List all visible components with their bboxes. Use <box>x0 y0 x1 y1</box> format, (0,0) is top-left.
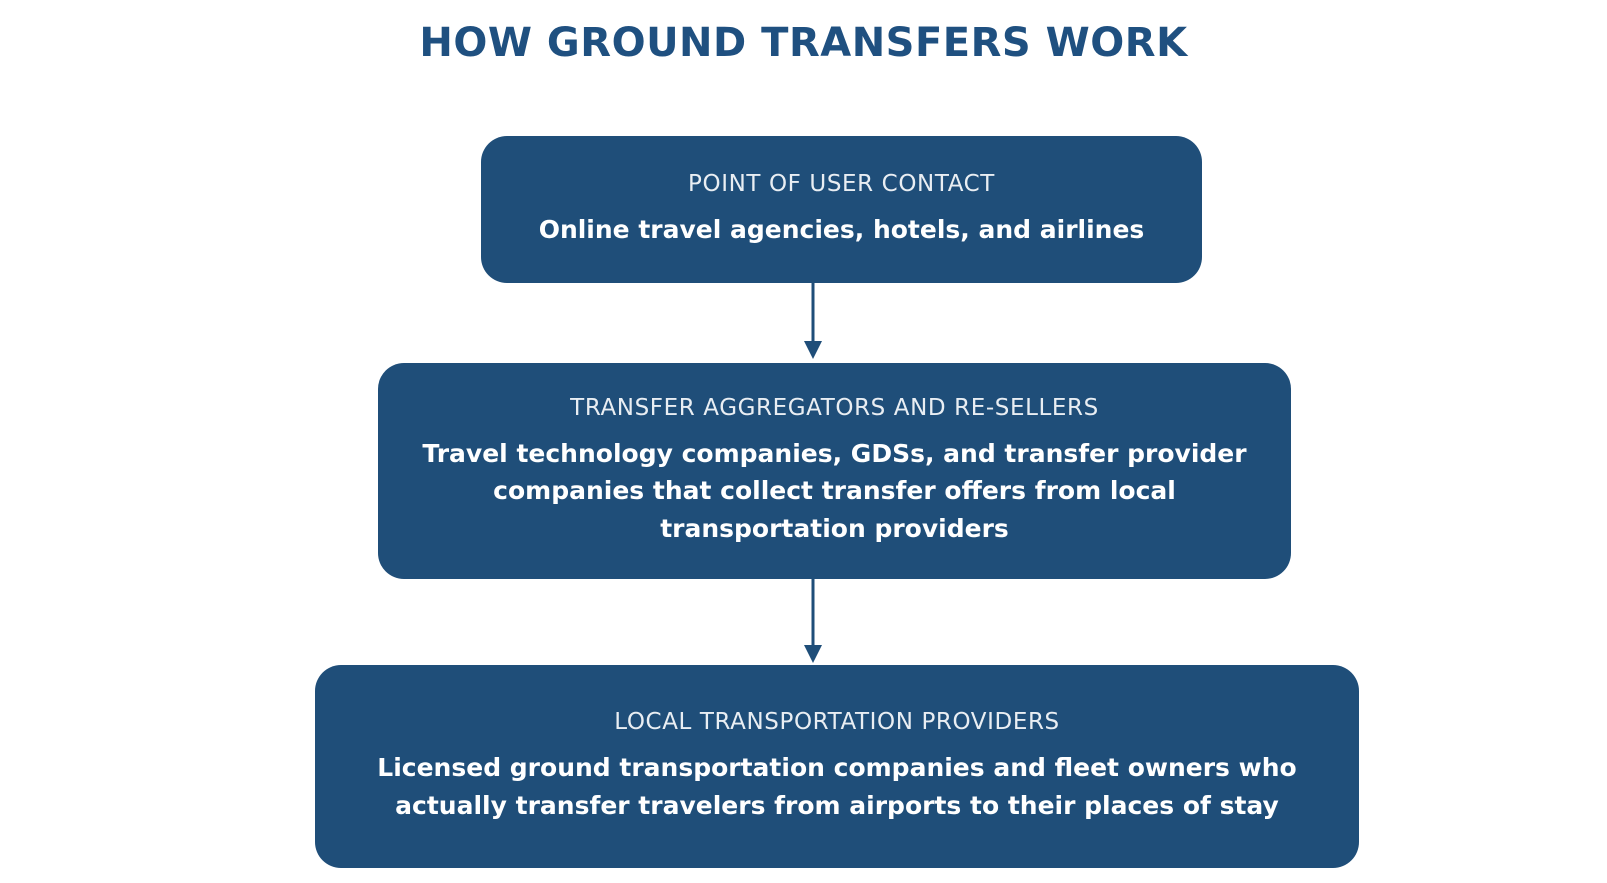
flow-node-heading: LOCAL TRANSPORTATION PROVIDERS <box>614 709 1060 735</box>
flow-node-description: Online travel agencies, hotels, and airlines <box>538 214 1145 244</box>
arrow-node1-to-node2 <box>793 283 833 363</box>
arrow-node2-to-node3 <box>793 579 833 667</box>
page-title: HOW GROUND TRANSFERS WORK <box>419 20 1188 66</box>
flow-node-description: Travel technology companies, GDSs, and transfer provider companies that collect transfer offers from local transportation providers <box>422 438 1247 543</box>
flow-node-description: Licensed ground transportation companies and fleet owners who actually transfer travelers from airports to their places of stay <box>377 753 1297 820</box>
flow-node-transfer-aggregators <box>378 363 1291 579</box>
flow-node-point-of-user-contact <box>481 136 1202 283</box>
flow-node-heading: POINT OF USER CONTACT <box>688 170 995 197</box>
flow-node-local-transportation-providers <box>315 665 1359 868</box>
flow-node-heading: TRANSFER AGGREGATORS AND RE-SELLERS <box>570 394 1099 421</box>
